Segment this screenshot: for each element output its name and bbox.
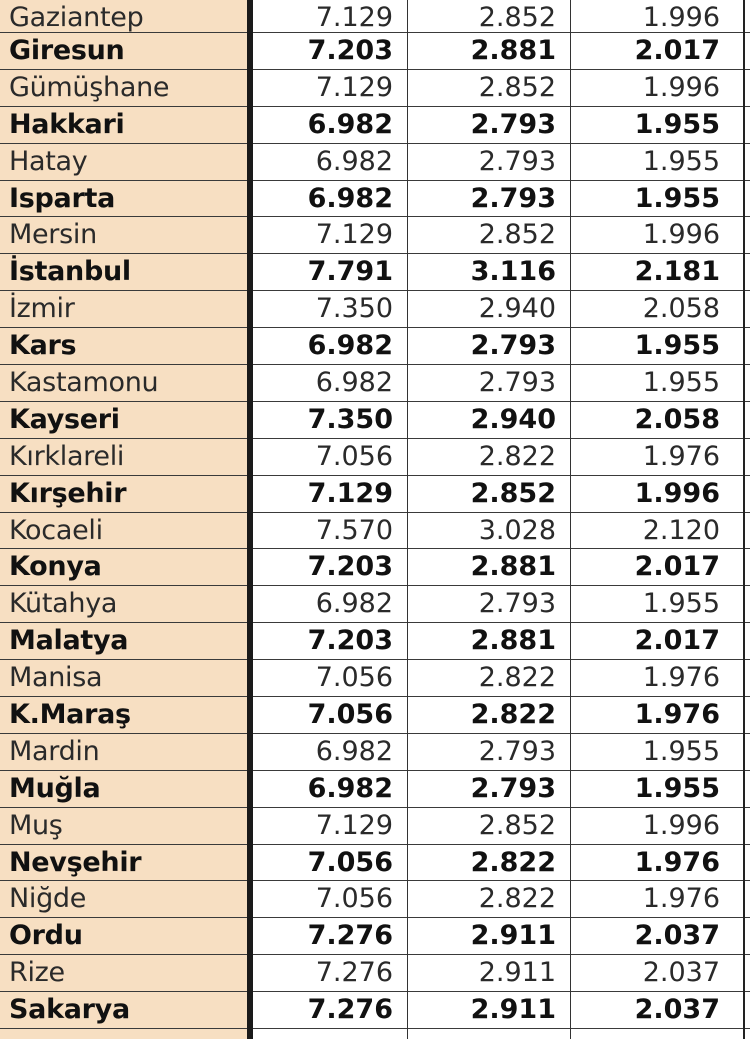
value-cell: 7.276: [307, 994, 393, 1026]
table-row: [0, 107, 750, 144]
value-cell: 2.822: [470, 699, 556, 731]
column-divider: [407, 0, 408, 1039]
province-name: Konya: [9, 551, 102, 583]
column-divider-right: [743, 0, 745, 1039]
value-cell: 1.955: [634, 772, 720, 804]
value-cell: 6.982: [307, 108, 393, 140]
province-name: Kars: [9, 330, 77, 362]
province-name: Gümüşhane: [9, 71, 170, 103]
province-name: Kastamonu: [9, 367, 159, 399]
province-name: Ordu: [9, 920, 83, 952]
value-cell: 7.056: [315, 883, 393, 915]
value-cell: 1.955: [642, 145, 720, 177]
value-cell: 6.982: [315, 145, 393, 177]
value-cell: 7.056: [307, 846, 393, 878]
value-cell: 7.570: [315, 514, 393, 546]
value-cell: 2.037: [634, 994, 720, 1026]
value-cell: 2.940: [478, 293, 556, 325]
value-cell: 2.911: [470, 994, 556, 1026]
value-cell: 2.120: [642, 514, 720, 546]
value-cell: 7.791: [307, 256, 393, 288]
province-name: Nevşehir: [9, 846, 142, 878]
table-row: [0, 328, 750, 365]
value-cell: 7.129: [315, 71, 393, 103]
table-row: [0, 217, 750, 254]
value-cell: 1.996: [642, 71, 720, 103]
value-cell: 7.350: [307, 403, 393, 435]
value-cell: 2.852: [478, 219, 556, 251]
table-row: [0, 955, 750, 992]
table-row: [0, 144, 750, 181]
value-cell: 2.037: [642, 957, 720, 989]
table-row: [0, 291, 750, 328]
value-cell: 7.056: [307, 699, 393, 731]
province-name: Rize: [9, 957, 65, 989]
value-cell: 1.976: [634, 699, 720, 731]
value-cell: 7.276: [315, 957, 393, 989]
column-divider: [570, 0, 571, 1039]
table-row: [0, 33, 750, 70]
table-row: [0, 660, 750, 697]
table-row: [0, 808, 750, 845]
value-cell: 2.017: [634, 625, 720, 657]
table-row: [0, 402, 750, 439]
province-name: Muğla: [9, 772, 101, 804]
value-cell: 2.793: [470, 182, 556, 214]
value-cell: 2.793: [470, 330, 556, 362]
value-cell: 2.037: [634, 920, 720, 952]
value-cell: 1.996: [642, 809, 720, 841]
province-name: Kayseri: [9, 403, 120, 435]
province-name: K.Maraş: [9, 699, 131, 731]
value-cell: 7.129: [315, 809, 393, 841]
value-cell: 7.350: [315, 293, 393, 325]
value-cell: 2.017: [634, 551, 720, 583]
table-row: [0, 181, 750, 218]
value-cell: 2.852: [478, 2, 556, 33]
table-row: [0, 70, 750, 107]
value-cell: 2.881: [470, 625, 556, 657]
table-row: [0, 697, 750, 734]
value-cell: 7.056: [315, 662, 393, 694]
province-name: Manisa: [9, 662, 103, 694]
value-cell: 1.976: [642, 662, 720, 694]
province-name: Gaziantep: [9, 2, 144, 33]
province-name: Mardin: [9, 735, 100, 767]
table-row: [0, 439, 750, 476]
table-row: [0, 513, 750, 550]
value-cell: 1.996: [642, 219, 720, 251]
value-cell: 7.129: [315, 219, 393, 251]
value-cell: 2.940: [470, 403, 556, 435]
value-cell: 2.017: [634, 35, 720, 66]
table-row: [0, 881, 750, 918]
value-cell: 2.852: [478, 71, 556, 103]
column-divider-thick: [247, 0, 253, 1039]
value-cell: 2.181: [634, 256, 720, 288]
province-name: Kütahya: [9, 588, 118, 620]
table-row: [0, 254, 750, 291]
value-cell: 1.955: [642, 735, 720, 767]
value-cell: 3.116: [470, 256, 556, 288]
value-cell: 1.955: [634, 182, 720, 214]
value-cell: 7.203: [307, 551, 393, 583]
table-row: [0, 549, 750, 586]
value-cell: 6.982: [315, 367, 393, 399]
province-name: Hakkari: [9, 108, 125, 140]
province-name: Kırşehir: [9, 477, 127, 509]
value-cell: 2.793: [470, 772, 556, 804]
table-row: [0, 771, 750, 808]
table-row: [0, 918, 750, 955]
value-cell: 2.793: [478, 367, 556, 399]
table-row: [0, 476, 750, 513]
table-row: [0, 845, 750, 882]
table-row: [0, 365, 750, 402]
value-cell: 2.881: [470, 35, 556, 66]
value-cell: 1.976: [642, 440, 720, 472]
province-name: Malatya: [9, 625, 129, 657]
value-cell: 1.955: [634, 330, 720, 362]
table-row: [0, 623, 750, 660]
value-cell: 2.881: [470, 551, 556, 583]
table-row: [0, 586, 750, 623]
value-cell: 2.058: [642, 293, 720, 325]
value-cell: 2.852: [478, 809, 556, 841]
value-cell: 1.955: [634, 108, 720, 140]
value-cell: 6.982: [307, 330, 393, 362]
value-cell: 2.911: [470, 920, 556, 952]
value-cell: 1.955: [642, 367, 720, 399]
province-name: Isparta: [9, 182, 116, 214]
value-cell: 2.822: [478, 662, 556, 694]
value-cell: 1.996: [634, 477, 720, 509]
value-cell: 6.982: [315, 735, 393, 767]
province-name: Giresun: [9, 35, 125, 66]
value-cell: 3.028: [478, 514, 556, 546]
value-cell: 2.793: [470, 108, 556, 140]
province-name: Kocaeli: [9, 514, 103, 546]
value-cell: 1.955: [642, 588, 720, 620]
value-cell: 1.976: [634, 846, 720, 878]
value-cell: 2.822: [470, 846, 556, 878]
value-cell: 2.911: [478, 957, 556, 989]
province-name: Muş: [9, 809, 63, 841]
value-cell: 6.982: [307, 772, 393, 804]
table-row: [0, 992, 750, 1029]
value-cell: 2.852: [470, 477, 556, 509]
value-cell: 2.058: [634, 403, 720, 435]
province-name: İstanbul: [9, 256, 131, 288]
province-name: Kırklareli: [9, 440, 125, 472]
value-cell: 1.996: [642, 2, 720, 33]
value-cell: 2.793: [478, 588, 556, 620]
value-cell: 6.982: [307, 182, 393, 214]
value-cell: 2.793: [478, 145, 556, 177]
value-cell: 1.976: [642, 883, 720, 915]
value-cell: 7.129: [307, 477, 393, 509]
province-name: Mersin: [9, 219, 97, 251]
table-row: [0, 734, 750, 771]
value-cell: 7.276: [307, 920, 393, 952]
province-name: Sakarya: [9, 994, 130, 1026]
table-row: [0, 0, 750, 33]
province-name: İzmir: [9, 293, 75, 325]
province-name: Niğde: [9, 883, 87, 915]
value-cell: 7.203: [307, 625, 393, 657]
province-name: Hatay: [9, 145, 88, 177]
value-cell: 7.056: [315, 440, 393, 472]
value-cell: 7.203: [307, 35, 393, 66]
value-cell: 2.793: [478, 735, 556, 767]
value-cell: 2.822: [478, 440, 556, 472]
value-cell: 7.129: [315, 2, 393, 33]
value-cell: 2.822: [478, 883, 556, 915]
value-cell: 6.982: [315, 588, 393, 620]
